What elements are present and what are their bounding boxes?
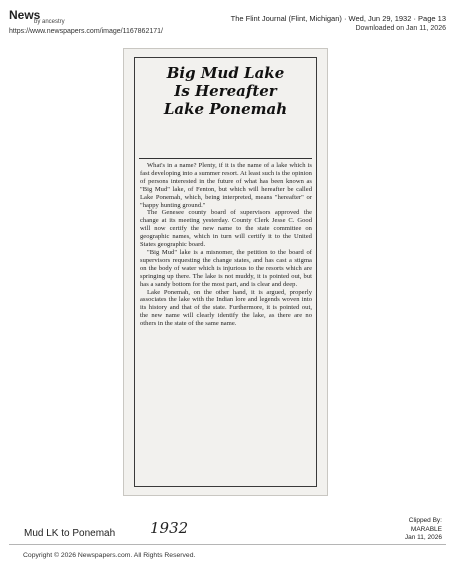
article-headline — [141, 64, 310, 118]
logo-subtitle: by ancestry — [34, 19, 65, 25]
clipped-by-info — [405, 517, 442, 543]
article-frame — [134, 57, 317, 487]
publication-info: The Flint Journal (Flint, Michigan) · Wed, Jun 29, 1932 · Page 13 — [230, 14, 446, 23]
newspaper-clipping — [123, 48, 328, 496]
clip-caption: Mud LK to Ponemah — [24, 528, 116, 539]
article-paragraph: "Big Mud" lake is a misnomer, the petition to the board of supervisors requesting the change states, and has cast a stigma on the body of water which is injurious to the resorts which are springing up there. The lake is not muddy, it is pointed out, but has a sandy bottom for the most part, and is clear and deep. — [140, 248, 312, 288]
page-header — [0, 0, 455, 44]
clipped-by-user[interactable]: MARABLE — [410, 525, 442, 533]
newspapers-logo[interactable]: News — [9, 8, 41, 22]
footer-divider — [9, 544, 446, 545]
clipped-by-label: Clipped By: — [408, 517, 442, 524]
headline-line: Lake Ponemah — [163, 100, 288, 118]
headline-line: Is Hereafter — [174, 82, 277, 100]
article-body — [140, 162, 312, 328]
copyright-notice: Copyright © 2026 Newspapers.com. All Rights Reserved. — [23, 552, 196, 559]
headline-line: Big Mud Lake — [166, 64, 285, 82]
headline-divider — [139, 158, 312, 159]
article-paragraph: Lake Ponemah, on the other hand, it is argued, properly associates the lake with the Indian lore and legends woven into its history and that of the state. Furthermore, it is pointed out, the new name will clearly identify the lake, as there are no others in the state of the same name. — [140, 288, 312, 328]
article-paragraph: The Genesee county board of supervisors approved the change at its meeting yesterday. County Clerk Jesse C. Good will now certify the new name to the state committee on geographic names, which in turn will certify it to the United States geographic board. — [140, 209, 312, 249]
clipped-date: Jan 11, 2026 — [404, 534, 442, 541]
handwritten-year: 1932 — [150, 519, 189, 537]
image-url[interactable]: https://www.newspapers.com/image/1167862171/ — [9, 28, 163, 35]
download-date: Downloaded on Jan 11, 2026 — [355, 25, 446, 32]
article-paragraph: What's in a name? Plenty, if it is the name of a lake which is fast developing into a summer resort. At least such is the opinion of persons interested in the future of what has been known as "Big Mud" lake, of Fenton, but which will hereafter be called Lake Ponemah, which, being interpreted, means "hereafter" or "happy hunting ground." — [140, 162, 312, 209]
